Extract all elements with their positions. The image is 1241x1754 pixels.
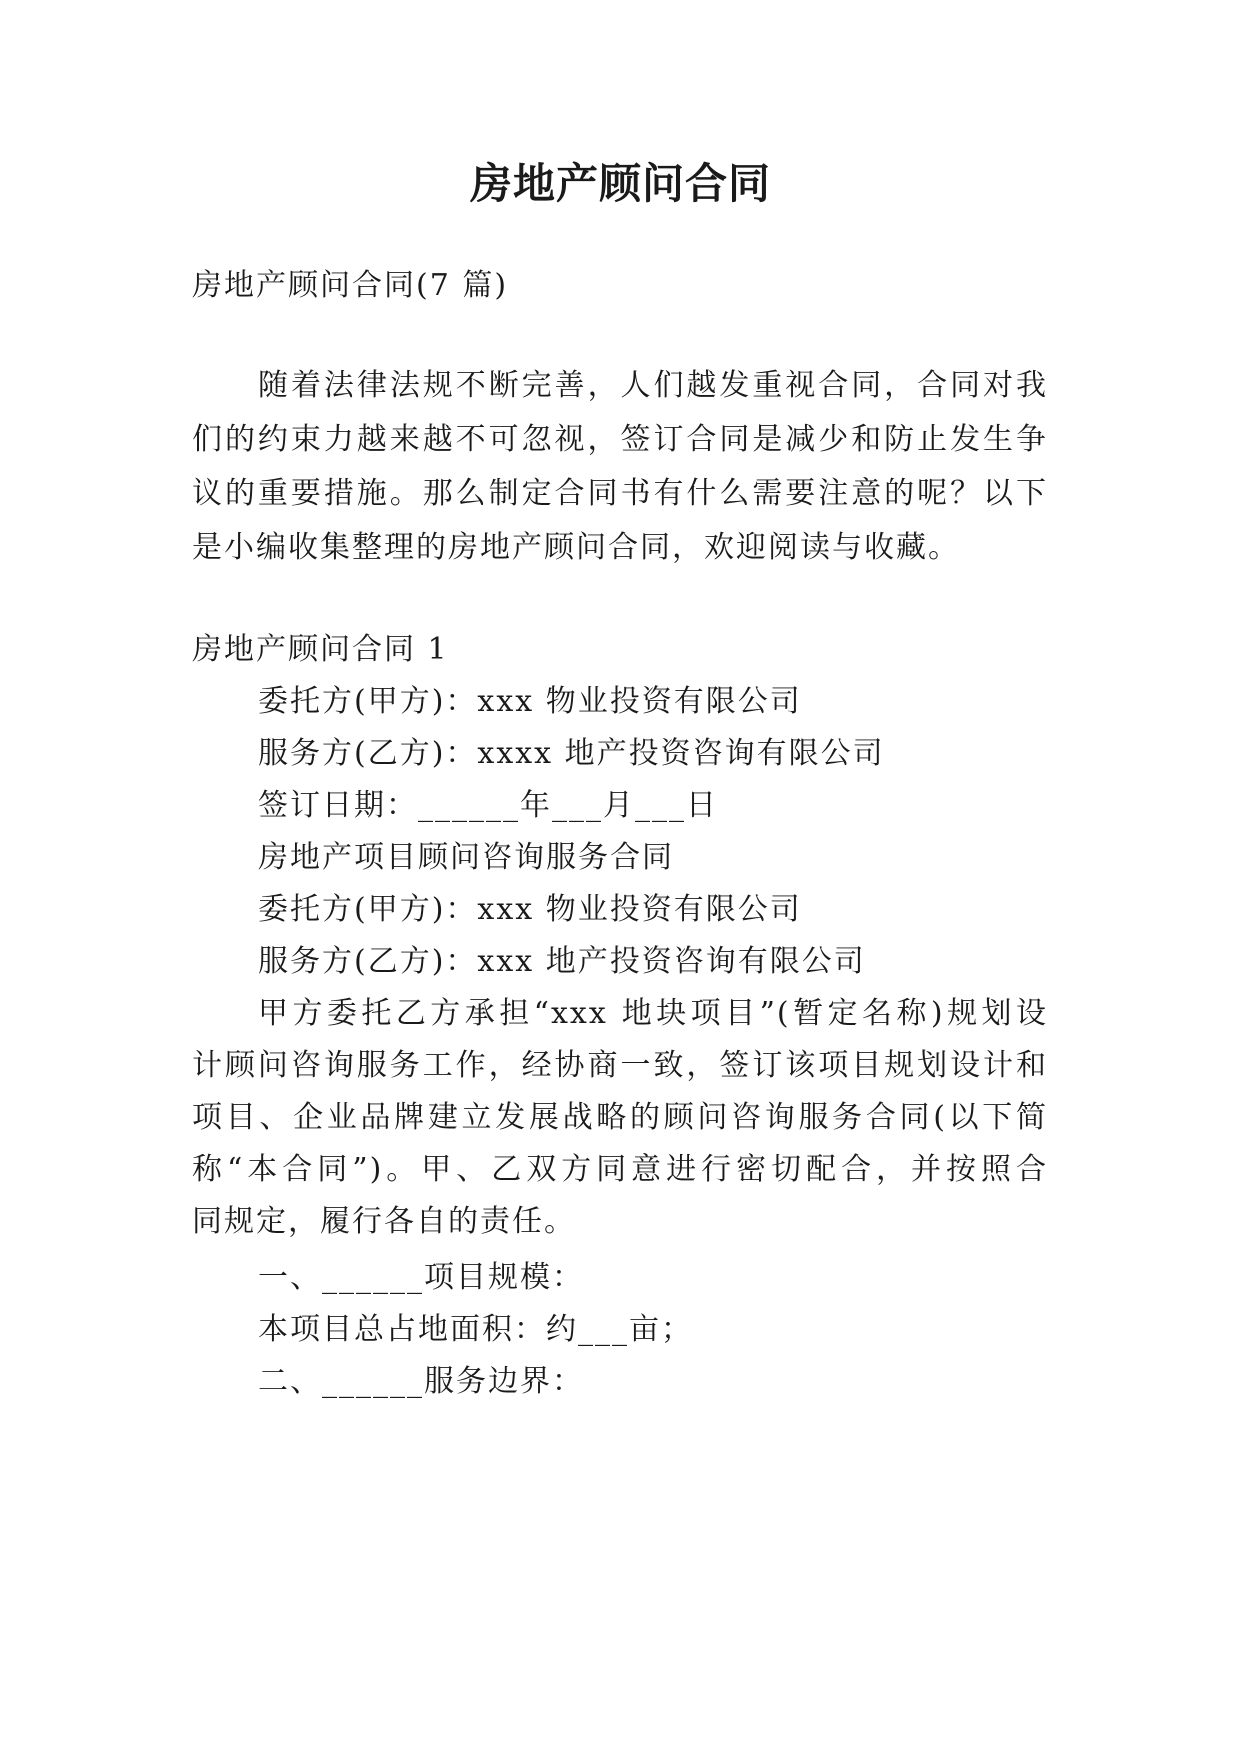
body-line-5: 同规定，履行各自的责任。 <box>192 1204 576 1239</box>
body-line-3: 项目、企业品牌建立发展战略的顾问咨询服务合同(以下简 <box>192 1100 1048 1135</box>
sign-date-line: 签订日期：______年___月___日 <box>258 788 718 823</box>
party-b-line: 服务方(乙方)：xxxx 地产投资咨询有限公司 <box>258 736 885 771</box>
intro-line-4: 是小编收集整理的房地产顾问合同，欢迎阅读与收藏。 <box>192 530 960 565</box>
document-subtitle: 房地产顾问合同(7 篇) <box>192 268 509 303</box>
section-heading: 房地产顾问合同 1 <box>192 632 449 667</box>
intro-line-3: 议的重要措施。那么制定合同书有什么需要注意的呢？以下 <box>192 476 1048 511</box>
document-title: 房地产顾问合同 <box>469 159 771 208</box>
body-line-4: 称“本合同”)。甲、乙双方同意进行密切配合，并按照合 <box>192 1152 1048 1187</box>
intro-line-1: 随着法律法规不断完善，人们越发重视合同，合同对我 <box>258 368 1048 403</box>
party-a-line-2: 委托方(甲方)：xxx 物业投资有限公司 <box>258 892 802 927</box>
body-line-2: 计顾问咨询服务工作，经协商一致，签订该项目规划设计和 <box>192 1048 1048 1083</box>
item-1-detail: 本项目总占地面积：约___亩； <box>258 1312 693 1347</box>
item-2-heading: 二、______服务边界： <box>258 1364 584 1399</box>
party-b-line-2: 服务方(乙方)：xxx 地产投资咨询有限公司 <box>258 944 866 979</box>
body-line-1: 甲方委托乙方承担“xxx 地块项目”(暂定名称)规划设 <box>258 996 1048 1031</box>
contract-name-line: 房地产项目顾问咨询服务合同 <box>258 840 674 875</box>
intro-line-2: 们的约束力越来越不可忽视，签订合同是减少和防止发生争 <box>192 422 1048 457</box>
item-1-heading: 一、______项目规模： <box>258 1260 584 1295</box>
party-a-line: 委托方(甲方)：xxx 物业投资有限公司 <box>258 684 802 719</box>
